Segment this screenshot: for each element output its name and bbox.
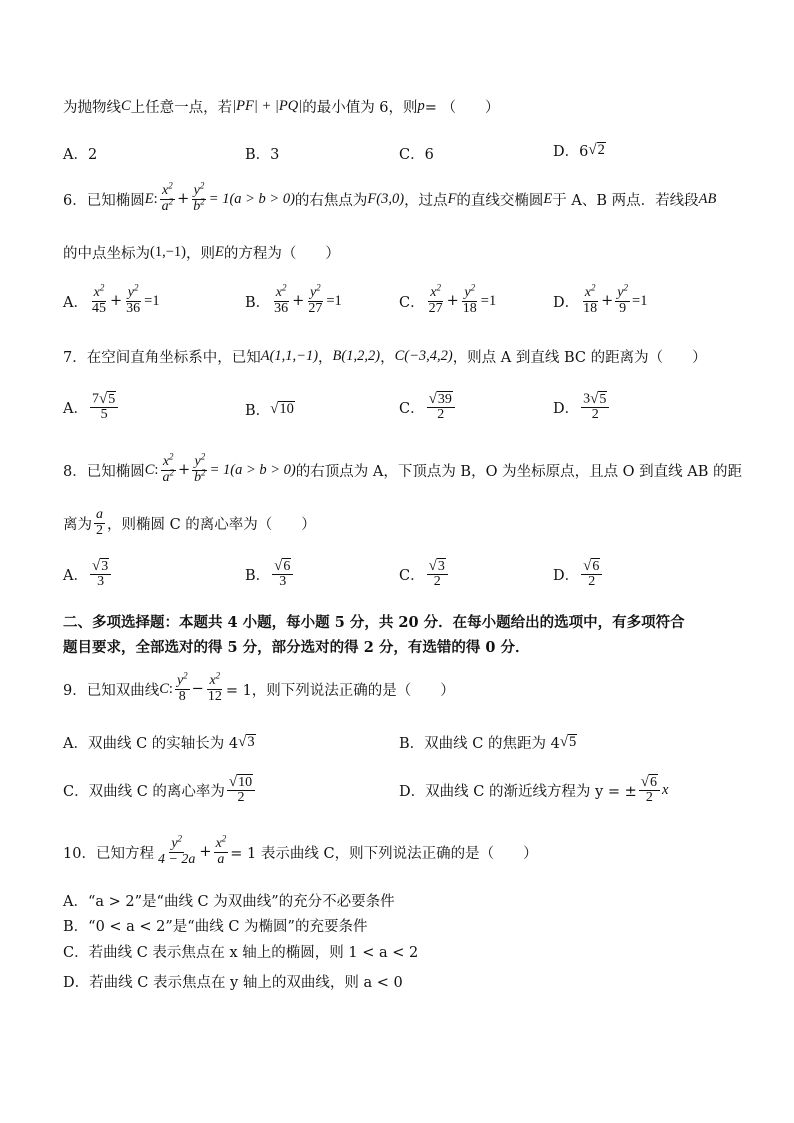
q9-option-b[interactable] <box>399 732 577 753</box>
q10-text-post: = 1 表示曲线 C，则下列说法正确的是（ ） <box>230 845 538 862</box>
radicand: 3 <box>437 559 445 574</box>
q6-line2-text-a: 的中点坐标为 <box>63 246 150 262</box>
option-denominator: 3 <box>97 574 105 590</box>
q8-frac-x: $\frac{x^2}{a^2}$ <box>162 451 174 485</box>
q6-condition: = 1(a > b > 0) <box>208 190 295 207</box>
q5-text-post: 的最小值为 6，则 <box>302 100 418 116</box>
radicand: 6 <box>650 775 657 790</box>
option-label: C． <box>399 567 425 584</box>
option-label: B． <box>245 294 271 311</box>
sqrt-symbol: √ 3 <box>91 557 109 574</box>
q6-text-2: ，过点 <box>404 192 448 209</box>
radicand: 10 <box>238 775 253 790</box>
option-text: B．双曲线 C 的焦距为 4 <box>399 736 560 752</box>
q8-option-d[interactable] <box>553 558 604 590</box>
q8-frac-a-over-2: $\frac{a}{2}$ <box>96 507 103 538</box>
sqrt-symbol: √ 39 <box>428 390 452 407</box>
option-denominator: 27 <box>308 300 323 316</box>
q5-text-end: = （ ） <box>424 100 500 116</box>
q6-option-b[interactable]: B． $\frac{x^2}{36}$ + $\frac{y^2}{27}$ =1 <box>245 282 342 316</box>
q6-var-ab: AB <box>698 190 717 207</box>
sqrt-symbol: √ 3 <box>428 557 445 574</box>
q6-line2-text-b: ，则 <box>185 246 215 262</box>
q7-point-b: B(1,2,2) <box>332 348 381 364</box>
q5-option-d-label: D．6 <box>553 144 589 160</box>
sqrt-symbol: √ 10 <box>228 773 253 790</box>
q8-line2-text-a: 离为 <box>63 516 92 533</box>
q8-option-c[interactable] <box>399 558 450 590</box>
q7-point-a: A(1,1,−1) <box>260 348 319 364</box>
sqrt-symbol: √ 5 <box>590 390 607 407</box>
q7-point-c: C(−3,4,2) <box>394 348 453 364</box>
q6-line2-text-c: 的方程为（ ） <box>223 246 340 262</box>
coefficient: 3 <box>583 391 591 407</box>
q6-var-e3: E <box>214 244 224 260</box>
option-denominator: 36 <box>126 300 141 316</box>
q6-text-1: 的右焦点为 <box>294 192 368 209</box>
q7-option-c[interactable] <box>399 391 457 423</box>
option-label: A． <box>63 567 88 584</box>
option-denominator: 27 <box>428 300 443 316</box>
q6-var-e2: E <box>543 190 553 207</box>
q9-number: 9．已知双曲线 <box>63 682 160 699</box>
section-2-heading: 二、多项选择题：本题共 4 小题，每小题 5 分，共 20 分．在每小题给出的选项中，有多项符合 <box>63 614 685 631</box>
q10-option-c[interactable]: C．若曲线 C 表示焦点在 x 轴上的椭圆，则 1 < a < 2 <box>63 945 419 961</box>
q5-var-p: p <box>417 98 425 114</box>
q9-option-a[interactable] <box>63 732 256 753</box>
option-denominator: 2 <box>433 574 441 590</box>
q10-denominator-1: 4 − 2a <box>157 851 196 867</box>
q8-frac-y: $\frac{y^2}{b^2}$ <box>194 451 206 485</box>
q8-var-c: C <box>144 461 155 478</box>
option-denominator: 9 <box>619 300 627 316</box>
option-denominator: 2 <box>645 790 653 806</box>
sqrt-symbol: √ 2 <box>588 142 605 159</box>
q8-line2-text-b: ，则椭圆 C 的离心率为（ ） <box>107 516 316 533</box>
coefficient: 7 <box>91 391 99 407</box>
option-label: D． <box>553 567 580 584</box>
q5-text-pre: 为抛物线 <box>63 100 121 116</box>
q10-stem: 10．已知方程 $\frac{y^2}{4 - 2a}$ + $\frac{x^2}{a}$ = 1 表示曲线 C，则下列说法正确的是（ ） <box>63 833 538 867</box>
q6-focus: F(3,0) <box>367 190 405 207</box>
q9-text-post: = 1，则下列说法正确的是（ ） <box>225 682 455 699</box>
q6-option-d[interactable]: D． $\frac{x^2}{18}$ + $\frac{y^2}{9}$ =1 <box>553 282 648 316</box>
radicand: 5 <box>599 392 607 407</box>
q7-text-post: ，则点 A 到直线 BC 的距离为（ ） <box>452 350 707 366</box>
sqrt-symbol: √ 6 <box>640 773 657 790</box>
q6-option-c[interactable]: C． $\frac{x^2}{27}$ + $\frac{y^2}{18}$ =1 <box>399 282 497 316</box>
q6-frac-x: $\frac{x^2}{a^2}$ <box>161 180 174 214</box>
q7-option-b[interactable] <box>245 399 295 420</box>
q9-var-c: C <box>159 680 169 697</box>
q10-option-a[interactable]: A．“a > 2”是“曲线 C 为双曲线”的充分不必要条件 <box>63 894 395 910</box>
q9-denominator-1: 8 <box>178 688 186 704</box>
option-label: A． <box>63 294 88 311</box>
q5-option-c[interactable]: C．6 <box>399 147 434 163</box>
q9-denominator-2: 12 <box>207 688 222 704</box>
q5-expr: |PF| + |PQ| <box>232 98 303 114</box>
q10-number: 10．已知方程 <box>63 845 154 862</box>
q7-number: 7．在空间直角坐标系中，已知 <box>63 350 261 366</box>
option-text: D．双曲线 C 的渐近线方程为 y = ± <box>399 783 637 800</box>
option-denominator: 18 <box>583 300 598 316</box>
q8-option-b[interactable] <box>245 558 295 590</box>
q6-midpoint: (1,−1) <box>150 244 186 260</box>
option-denominator: 5 <box>100 407 108 423</box>
radicand: 3 <box>101 559 109 574</box>
option-label: C． <box>399 294 425 311</box>
section-2-heading-cont: 题目要求，全部选对的得 5 分，部分选对的得 2 分，有选错的得 0 分． <box>63 639 530 656</box>
q6-frac-y: $\frac{y^2}{b^2}$ <box>193 180 205 214</box>
q7-stem: 7．在空间直角坐标系中，已知 A(1,1,−1) ， B(1,2,2) ， C(−3,4,2) ，则点 A 到直线 BC 的距离为（ ） <box>63 348 707 366</box>
sqrt-symbol: √ 6 <box>583 557 600 574</box>
sqrt-symbol: √ 5 <box>559 734 577 751</box>
option-denominator: 18 <box>462 300 477 316</box>
sqrt-symbol: √ 6 <box>274 557 291 574</box>
option-denominator: 2 <box>588 574 596 590</box>
q8-option-a[interactable] <box>63 558 113 590</box>
q6-var-f: F <box>447 190 457 207</box>
q6-stem: 6．已知椭圆 E : $\frac{x^2}{a^2}$ + $\frac{y^2}{b^2}$ = 1(a > b > 0) 的右焦点为 F(3,0) ，过点 F 的直线交椭圆 E 于 A、B 两点．若线段 AB <box>63 180 717 214</box>
q8-condition: = 1(a > b > 0) <box>209 461 296 478</box>
option-label: B． <box>245 567 271 584</box>
q9-stem: 9．已知双曲线 C : $\frac{y^2}{8}$ − $\frac{x^2}{12}$ = 1，则下列说法正确的是（ ） <box>63 670 455 704</box>
q7-option-a[interactable] <box>63 391 120 423</box>
sqrt-symbol: √ 3 <box>238 734 255 751</box>
option-label: A． <box>63 400 88 417</box>
option-label: B． <box>245 403 271 419</box>
q8-number: 8．已知椭圆 <box>63 463 145 480</box>
option-label: C． <box>399 400 425 417</box>
q8-stem: 8．已知椭圆 C : $\frac{x^2}{a^2}$ + $\frac{y^2}{b^2}$ = 1(a > b > 0) 的右顶点为 A，下顶点为 B，O 为坐标原点，且点 O 到直线 AB 的距 <box>63 451 743 485</box>
sqrt-symbol: √ 5 <box>98 390 116 407</box>
option-denominator: 2 <box>591 407 599 423</box>
q6-text-3: 的直线交椭圆 <box>456 192 544 209</box>
radicand: 6 <box>592 559 600 574</box>
option-label: D． <box>553 400 580 417</box>
q6-var-e: E <box>144 190 154 207</box>
q9-option-c[interactable] <box>63 774 257 806</box>
sqrt-symbol: √ 10 <box>270 401 294 418</box>
q5-var-c: C <box>121 98 131 114</box>
q6-stem-line2 <box>63 242 340 263</box>
radicand: 39 <box>437 392 452 407</box>
option-denominator: 2 <box>237 790 245 806</box>
q5-option-b[interactable]: B．3 <box>245 147 280 163</box>
q8-text-post: 的右顶点为 A，下顶点为 B，O 为坐标原点，且点 O 到直线 AB 的距 <box>295 463 743 480</box>
option-denominator: 3 <box>279 574 287 590</box>
var-x: x <box>662 781 669 798</box>
radicand: 6 <box>283 559 291 574</box>
radicand: 3 <box>247 734 255 751</box>
radicand: 5 <box>569 734 577 751</box>
option-denominator: 2 <box>437 407 445 423</box>
q5-stem <box>63 96 500 117</box>
option-text: A．双曲线 C 的实轴长为 4 <box>63 736 239 752</box>
q10-option-d[interactable]: D．若曲线 C 表示焦点在 y 轴上的双曲线，则 a < 0 <box>63 975 403 991</box>
q6-number: 6．已知椭圆 <box>63 192 145 209</box>
q5-option-d[interactable] <box>553 140 606 161</box>
q8-stem-line2 <box>63 508 316 538</box>
q10-option-b[interactable]: B．“0 < a < 2”是“曲线 C 为椭圆”的充要条件 <box>63 919 368 935</box>
q7-option-d[interactable] <box>553 391 611 423</box>
radicand: 10 <box>279 401 294 418</box>
option-denominator: 36 <box>274 300 289 316</box>
radicand: 5 <box>108 392 116 407</box>
q6-text-4: 于 A、B 两点．若线段 <box>552 192 699 209</box>
q5-option-a[interactable]: A．2 <box>63 147 98 163</box>
q6-option-a[interactable]: A． $\frac{x^2}{45}$ + $\frac{y^2}{36}$ =1 <box>63 282 160 316</box>
option-denominator: 45 <box>91 300 106 316</box>
q9-option-d[interactable] <box>399 774 668 806</box>
q5-text-mid: 上任意一点，若 <box>130 100 233 116</box>
option-label: D． <box>553 294 580 311</box>
q10-denominator-2: a <box>217 851 225 867</box>
q5-option-d-radicand: 2 <box>597 142 605 159</box>
option-text: C．双曲线 C 的离心率为 <box>63 783 225 800</box>
